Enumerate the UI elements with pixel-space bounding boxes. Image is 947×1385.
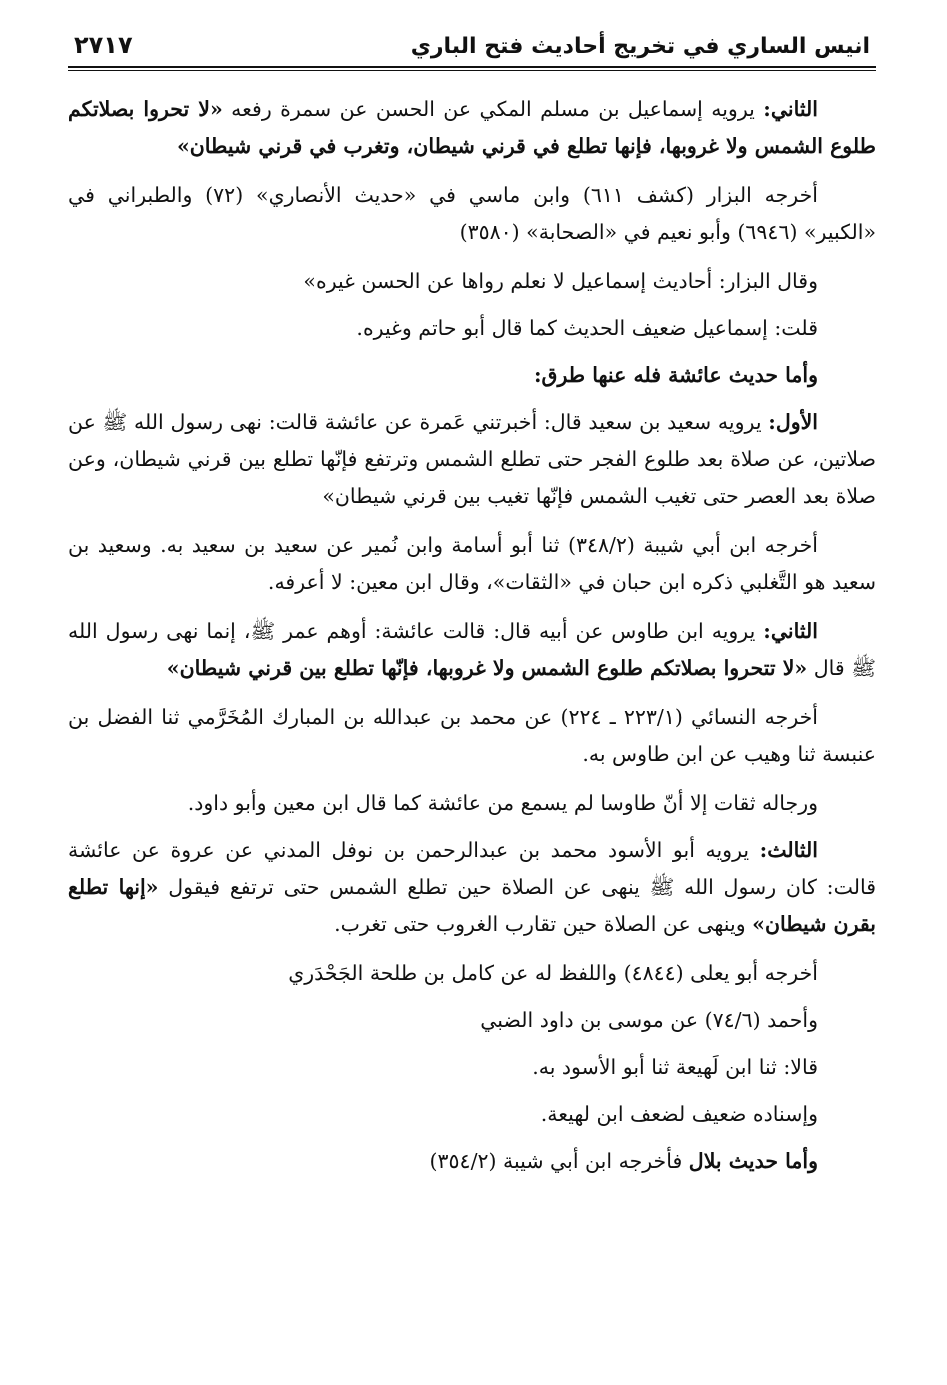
paragraph-text: وأحمد (٧٤/٦) عن موسى بن داود الضبي [480,1008,818,1032]
paragraph-text: يرويه إسماعيل بن مسلم المكي عن الحسن عن سمرة رفعه [222,97,764,121]
section-heading: وأما حديث بلال [688,1149,818,1173]
paragraph-text: يرويه سعيد بن سعيد قال: أخبرتني عَمرة عن عائشة قالت: نهى رسول الله ﷺ عن صلاتين، عن صلاة بعد طلوع الفجر حتى تطلع الشمس وترتفع فإنّها تطلع بين قرني شيطان، وعن صلاة بعد العصر حتى تغيب الشمس فإنّها تغيب بين قرني شيطان» [68,410,876,508]
header-rule [68,66,876,71]
paragraph-lead: الثالث: [759,838,818,862]
page-header [68,20,876,60]
paragraph-14 [68,1049,876,1086]
paragraph-16 [68,1143,876,1180]
paragraph-15 [68,1096,876,1133]
paragraph-text: أخرجه البزار (كشف ٦١١) وابن ماسي في «حديث الأنصاري» (٧٢) والطبراني في «الكبير» (٦٩٤٦) وأبو نعيم في «الصحابة» (٣٥٨٠) [68,183,876,244]
paragraph-3 [68,263,876,300]
hadith-quote: «لا تحروا بصلاتكم طلوع الشمس ولا غروبها، فإنها تطلع في قرني شيطان، وتغرب في قرني شيطان» [68,97,876,158]
paragraph-text: أخرجه ابن أبي شيبة (٣٤٨/٢) ثنا أبو أسامة وابن نُمير عن سعيد بن سعيد به. وسعيد بن سعيد هو التَّغلبي ذكره ابن حبان في «الثقات»، وقال ابن معين: لا أعرفه. [68,533,876,594]
paragraph-11 [68,832,876,943]
body-text [68,91,876,1180]
paragraph-6 [68,404,876,515]
section-heading: وأما حديث عائشة فله عنها طرق: [533,363,818,387]
paragraph-5 [68,357,876,394]
paragraph-text-end: وينهى عن الصلاة حين تقارب الغروب حتى تغرب. [334,912,753,936]
paragraph-2 [68,177,876,251]
paragraph-lead: الثاني: [763,619,818,643]
paragraph-text: يرويه ابن طاوس عن أبيه قال: قالت عائشة: أوهم عمر ﷺ، إنما نهى رسول الله ﷺ قال [68,619,876,680]
paragraph-lead: الثاني: [763,97,818,121]
paragraph-text: وقال البزار: أحاديث إسماعيل لا نعلم رواها عن الحسن غيره» [303,269,818,293]
paragraph-text: فأخرجه ابن أبي شيبة (٣٥٤/٢) [429,1149,689,1173]
paragraph-8 [68,613,876,687]
paragraph-text: أخرجه أبو يعلى (٤٨٤٤) واللفظ له عن كامل بن طلحة الجَحْدَري [288,961,818,985]
paragraph-13 [68,1002,876,1039]
paragraph-text: يرويه أبو الأسود محمد بن عبدالرحمن بن نوفل المدني عن عروة عن عائشة قالت: كان رسول الله ﷺ ينهى عن الصلاة حين تطلع الشمس حتى ترتفع فيقول [68,838,876,899]
paragraph-text: قلت: إسماعيل ضعيف الحديث كما قال أبو حاتم وغيره. [356,316,818,340]
book-page [68,20,876,1360]
paragraph-9 [68,699,876,773]
paragraph-10 [68,785,876,822]
paragraph-1 [68,91,876,165]
paragraph-4 [68,310,876,347]
page-number: ٢٧١٧ [74,31,133,60]
hadith-quote: «لا تتحروا بصلاتكم طلوع الشمس ولا غروبها، فإنّها تطلع بين قرني شيطان» [166,656,808,680]
paragraph-text: وإسناده ضعيف لضعف ابن لهيعة. [540,1102,818,1126]
paragraph-text: أخرجه النسائي (٢٢٣/١ ـ ٢٢٤) عن محمد بن عبدالله بن المبارك المُخَرَّمي ثنا الفضل بن عنبسة ثنا وهيب عن ابن طاوس به. [68,705,876,766]
hadith-quote: «إنها تطلع بقرن شيطان» [68,875,876,936]
paragraph-7 [68,527,876,601]
paragraph-lead: الأول: [768,410,818,434]
running-title: انيس الساري في تخريج أحاديث فتح الباري [410,33,870,59]
paragraph-text: قالا: ثنا ابن لَهيعة ثنا أبو الأسود به. [532,1055,818,1079]
paragraph-12 [68,955,876,992]
paragraph-text: ورجاله ثقات إلا أنّ طاوسا لم يسمع من عائشة كما قال ابن معين وأبو داود. [187,791,818,815]
